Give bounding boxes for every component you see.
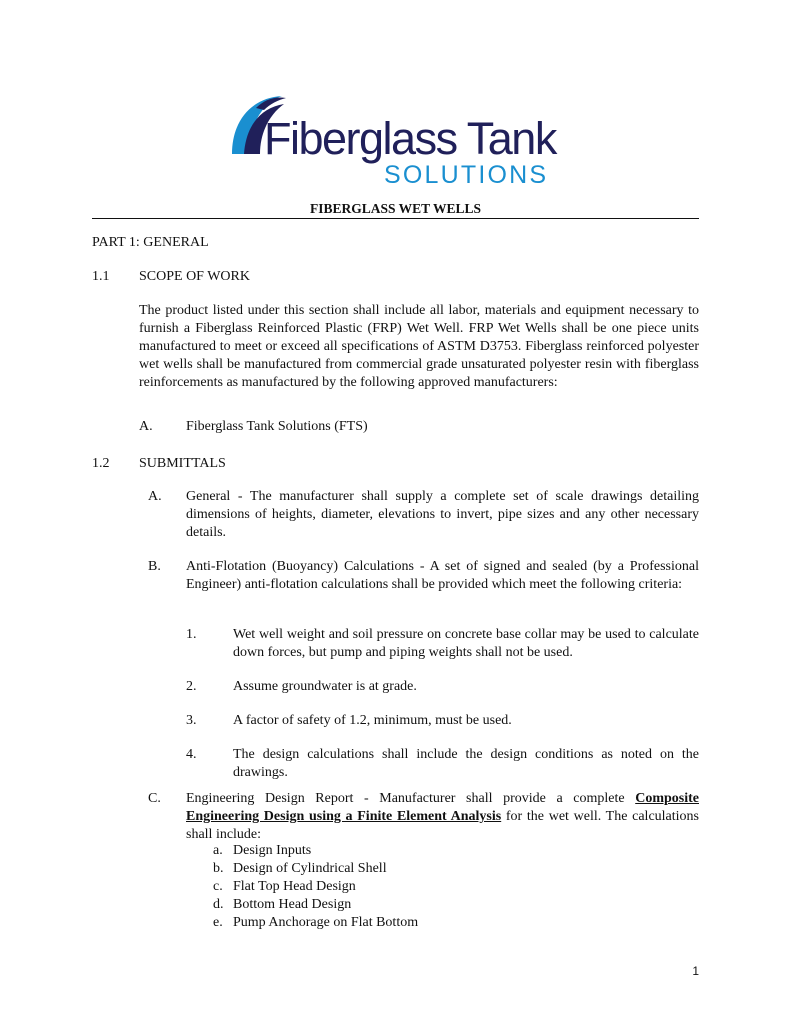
scope-paragraph: The product listed under this section shall include all labor, materials and equipment necessary to furnish a Fiberglass Reinforced Plastic (FRP) Wet Well. FRP Wet Wells shall be one piece units manufactured to meet or exceed all specifications of ASTM D3753. Fiberglass reinforced polyester wet wells shall be manufactured from commercial grade unsaturated polyester resin with fiberglass reinforcements as manufactured by the following approved manufacturers:: [139, 303, 699, 390]
submittal-a-text: General - The manufacturer shall supply a complete set of scale drawings detailing dimensions of heights, diameter, elevations to invert, pipe sizes and any other necessary details.: [186, 489, 699, 540]
calc-item-letter: c.: [213, 879, 223, 894]
criterion-text: Wet well weight and soil pressure on concrete base collar may be used to calculate down forces, but pump and piping weights shall not be used.: [233, 627, 699, 660]
calc-item-letter: d.: [213, 897, 224, 912]
section-1-2-number: 1.2: [92, 456, 110, 471]
composite-design-emphasis: Composite Engineering Design using a Finite Element Analysis: [186, 791, 699, 824]
submittal-b-label: B.: [148, 559, 161, 574]
submittal-b-text: Anti-Flotation (Buoyancy) Calculations - A set of signed and sealed (by a Professional Engineer) anti-flotation calculations shall be provided which meet the following criteria:: [186, 559, 699, 592]
calc-item-text: Design Inputs: [233, 843, 312, 858]
section-1-1-number: 1.1: [92, 269, 110, 284]
submittal-c-label: C.: [148, 791, 161, 806]
title-divider: [92, 218, 699, 219]
calc-item-letter: a.: [213, 843, 223, 858]
manufacturer-a-text: Fiberglass Tank Solutions (FTS): [186, 419, 368, 434]
section-1-1-title: SCOPE OF WORK: [139, 269, 250, 284]
submittal-a-label: A.: [148, 489, 162, 504]
submittal-c-intro: Engineering Design Report - Manufacturer shall provide a complete: [186, 791, 636, 806]
section-1-2-title: SUBMITTALS: [139, 456, 226, 471]
criterion-text: A factor of safety of 1.2, minimum, must be used.: [233, 713, 512, 728]
criterion-text: Assume groundwater is at grade.: [233, 679, 417, 694]
calc-item-text: Design of Cylindrical Shell: [233, 861, 387, 876]
criterion-number: 2.: [186, 679, 197, 694]
part-heading: PART 1: GENERAL: [92, 235, 209, 250]
submittal-c-outro: for the wet well. The calculations shall include:: [186, 809, 699, 842]
manufacturer-a-label: A.: [139, 419, 153, 434]
logo-wordmark: Fiberglass Tank: [264, 113, 556, 164]
calc-item-text: Flat Top Head Design: [233, 879, 356, 894]
document-title: FIBERGLASS WET WELLS: [309, 201, 482, 216]
calc-item-letter: b.: [213, 861, 224, 876]
criterion-number: 4.: [186, 747, 197, 762]
page-number: 1: [692, 964, 699, 978]
logo-tagline: SOLUTIONS: [384, 161, 549, 189]
calc-item-letter: e.: [213, 915, 223, 930]
criterion-number: 1.: [186, 627, 197, 642]
calc-item-text: Bottom Head Design: [233, 897, 352, 912]
criterion-text: The design calculations shall include the design conditions as noted on the drawings.: [233, 747, 699, 780]
criterion-number: 3.: [186, 713, 197, 728]
calc-item-text: Pump Anchorage on Flat Bottom: [233, 915, 419, 930]
company-logo: [228, 88, 568, 192]
submittal-c-text: [186, 790, 699, 844]
